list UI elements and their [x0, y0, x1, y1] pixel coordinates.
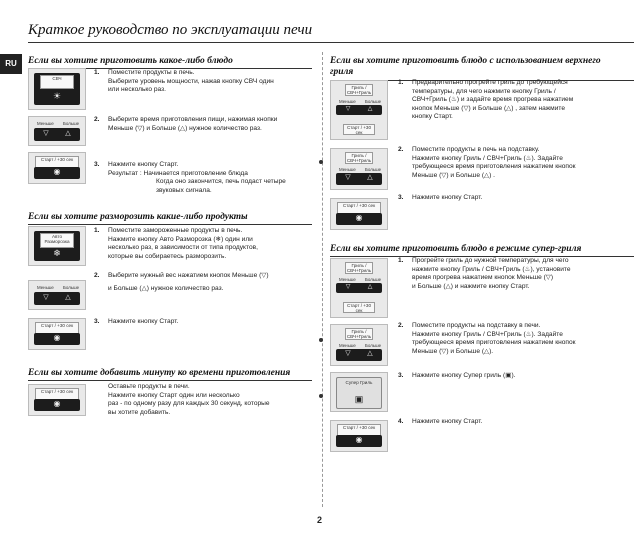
step-line: Поместите продукты в печь. [108, 69, 195, 76]
microwave-icon: ☀ [52, 91, 62, 101]
control-panel-grill-preheat [330, 80, 388, 140]
title-rule [28, 42, 634, 43]
step-line: Нажмите кнопку Старт. [108, 161, 179, 168]
page-title: Краткое руководство по эксплуатации печи [28, 22, 313, 38]
section-title-line: гриля [330, 67, 354, 77]
less-more-buttons[interactable] [34, 128, 80, 141]
less-icon: ▽ [43, 294, 49, 301]
start-icon: ◉ [355, 435, 363, 444]
step-number: 3. [398, 194, 404, 201]
section-title-super-grill: Если вы хотите приготовить блюдо в режиме супер-гриля [330, 244, 582, 254]
grill-label: Гриль / СВЧ+Гриль [346, 263, 372, 273]
page-number: 2 [317, 515, 323, 525]
step-line: нажмите кнопку Гриль / СВЧ+Гриль (♨), установите [412, 265, 571, 273]
step-line: СВЧ+Гриль (♨) и задайте время прогрева нажатием [412, 96, 574, 104]
step-line: Предварительно прогрейте гриль до требующейся [412, 79, 568, 86]
step-line: несколько раз, в зависимости от типа продуктов, [108, 244, 258, 252]
button-label: Авто Разморозка [40, 233, 74, 248]
less-label: Меньше [339, 343, 356, 348]
control-panel-grill-preheat [330, 258, 388, 318]
step-line: Меньше (▽) и Больше (△) . [412, 171, 495, 179]
start-button[interactable] [336, 435, 382, 447]
step-line: или несколько раз. [108, 86, 166, 94]
step-line: Когда оно закончится, печь подаст четыре [156, 178, 286, 186]
section-title-defrost: Если вы хотите разморозить какие-либо продукты [28, 212, 248, 222]
step-line: требующееся время приготовления нажатием кнопок [412, 339, 576, 347]
step-line: Выберите уровень мощности, нажав кнопку СВЧ один [108, 77, 274, 85]
step-number: 1. [398, 257, 404, 264]
step-number: 3. [94, 318, 100, 325]
super-grill-button[interactable] [336, 377, 382, 409]
step-line: кнопок Меньше (▽) и Больше (△) , затем нажмите [412, 104, 566, 112]
step-text [412, 257, 571, 291]
control-panel-start [28, 152, 86, 184]
step-line: Нажмите кнопку Гриль / СВЧ+Гриль (♨). Задайте [412, 154, 563, 162]
step-number: 3. [94, 161, 100, 168]
start-label: Старт / +30 сек [35, 388, 79, 402]
step-line: требующееся время приготовления нажатием кнопок [412, 163, 576, 171]
step-line: Нажмите кнопку Старт. [412, 194, 483, 201]
step-line: Нажмите кнопку Гриль / СВЧ+Гриль (♨). Задайте [412, 330, 563, 338]
less-more-buttons[interactable] [336, 105, 382, 115]
bullet-dot [319, 160, 323, 164]
more-label: Больше [63, 121, 80, 126]
start-icon: ◉ [355, 213, 363, 222]
step-text [108, 383, 270, 417]
step-number: 1. [94, 227, 100, 234]
snowflake-icon: ❄ [53, 248, 61, 258]
less-icon: ▽ [345, 106, 351, 112]
step-line: звуковых сигнала. [156, 186, 212, 194]
step-line: Выберите нужный вес нажатием кнопок Меньше (▽) [108, 272, 269, 279]
less-label: Меньше [339, 277, 356, 282]
step-text [108, 69, 274, 95]
step-line: Нажмите кнопку Старт один или несколько [108, 391, 240, 399]
less-icon: ▽ [43, 130, 49, 137]
more-icon: △ [65, 294, 71, 301]
step-line: раз - по одному разу для каждых 30 секунд, которые [108, 400, 270, 408]
step-line: Меньше (▽) и Больше (△). [412, 347, 494, 355]
step-number: 2. [94, 272, 100, 279]
control-panel-microwave [28, 68, 86, 110]
section-title-add-minute: Если вы хотите добавить минуту ко времени приготовления [28, 368, 291, 378]
control-panel-defrost [28, 226, 86, 266]
less-label: Меньше [339, 167, 356, 172]
microwave-button[interactable] [34, 73, 80, 105]
less-more-buttons[interactable] [336, 349, 382, 361]
step-line: Выберите время приготовления пищи, нажимая кнопки [108, 116, 278, 123]
more-icon: △ [65, 130, 71, 137]
step-number: 1. [398, 79, 404, 86]
step-line: Оставьте продукты в печи. [108, 383, 190, 390]
button-label: Супер Гриль [345, 380, 373, 385]
control-panel-start [330, 198, 388, 230]
less-label: Меньше [339, 99, 356, 104]
button-label: СВЧ [40, 75, 74, 89]
less-label: Меньше [37, 285, 54, 290]
section-rule [28, 224, 312, 225]
control-panel-start [28, 318, 86, 350]
control-panel-start [330, 420, 388, 452]
step-text [108, 318, 178, 327]
less-icon: ▽ [345, 174, 351, 181]
step-line: Нажмите кнопку Старт. [108, 318, 179, 325]
more-label: Больше [365, 343, 382, 348]
step-text [412, 322, 576, 356]
less-label: Меньше [37, 121, 54, 126]
start-icon: ◉ [53, 167, 61, 176]
step-line: Нажмите кнопку Супер гриль (▣). [412, 372, 516, 379]
start-button[interactable] [34, 333, 80, 345]
step-line: Поместите продукты на подставку в печи. [412, 322, 541, 329]
more-label: Больше [365, 277, 382, 282]
step-number: 3. [398, 372, 404, 379]
section-title-cook: Если вы хотите приготовить какое-либо блюдо [28, 56, 233, 66]
step-text [108, 272, 269, 293]
more-label: Больше [63, 285, 80, 290]
grill-label: Гриль / СВЧ+Гриль [346, 329, 372, 339]
section-title-top-grill [330, 56, 601, 78]
more-label: Больше [365, 99, 382, 104]
start-label: Старт / +30 сек [343, 302, 375, 313]
step-line: температуры, для чего нажмите кнопку Гриль / [412, 87, 556, 95]
step-text [412, 372, 515, 381]
start-icon: ◉ [53, 333, 61, 342]
step-line: вы хотите добавить. [108, 408, 171, 416]
step-text [412, 418, 482, 427]
step-line: Результат : Начинается приготовление блюда [108, 169, 248, 177]
start-label: Старт / +30 сек [337, 424, 381, 438]
auto-defrost-button[interactable] [34, 231, 80, 261]
control-panel-super-grill [330, 372, 388, 412]
less-icon: ▽ [345, 284, 351, 290]
step-number: 2. [398, 322, 404, 329]
step-line: кнопку Старт. [412, 113, 453, 121]
step-number: 2. [94, 116, 100, 123]
start-label: Старт / +30 сек [35, 322, 79, 336]
step-line: которые вы собираетесь разморозить. [108, 252, 227, 260]
bullet-dot [319, 338, 323, 342]
step-line: Нажмите кнопку Старт. [412, 418, 483, 425]
control-panel-less-more [28, 280, 86, 310]
step-line: время прогрева нажатием кнопок Меньше (▽) [412, 274, 554, 282]
start-button[interactable] [34, 399, 80, 411]
step-text [108, 227, 258, 261]
control-panel-start [28, 384, 86, 416]
start-button[interactable] [34, 167, 80, 179]
grill-label: Гриль / СВЧ+Гриль [346, 153, 372, 163]
control-panel-grill [330, 324, 388, 366]
step-line: Поместите замороженные продукты в печь. [108, 227, 243, 234]
step-number: 2. [398, 146, 404, 153]
step-number: 4. [398, 418, 404, 425]
step-line: Меньше (▽) и Больше (△) нужное количество раз. [108, 124, 262, 132]
more-icon: △ [367, 174, 373, 181]
grill-label: Гриль / СВЧ+Гриль [346, 85, 372, 95]
step-line: и Больше (△) и нажмите кнопку Старт. [412, 282, 530, 290]
step-text [412, 194, 482, 203]
less-icon: ▽ [345, 350, 351, 357]
start-label: Старт / +30 сек [35, 156, 79, 170]
control-panel-grill [330, 148, 388, 190]
step-text [412, 146, 576, 180]
step-line: Нажмите кнопку Авто Разморозка (❄) один или [108, 235, 253, 243]
step-line: Поместите продукты в печь на подставку. [412, 146, 540, 153]
start-label: Старт / +30 сек [343, 124, 375, 135]
step-text [108, 116, 277, 133]
section-rule [28, 380, 312, 381]
more-icon: △ [367, 284, 373, 290]
step-text [412, 79, 573, 122]
start-icon: ◉ [53, 399, 61, 408]
more-icon: △ [367, 350, 373, 357]
start-label: Старт / +30 сек [337, 202, 381, 216]
start-button[interactable] [336, 213, 382, 225]
less-more-buttons[interactable] [336, 283, 382, 293]
step-line: Прогрейте гриль до нужной температуры, для чего [412, 257, 569, 264]
less-more-buttons[interactable] [34, 292, 80, 305]
column-divider [322, 52, 323, 507]
more-icon: △ [367, 106, 373, 112]
step-text [108, 161, 286, 195]
more-label: Больше [365, 167, 382, 172]
bullet-dot [319, 394, 323, 398]
language-tab: RU [0, 54, 22, 74]
section-title-line: Если вы хотите приготовить блюдо с использованием верхнего [330, 56, 601, 66]
super-grill-icon: ▣ [354, 394, 364, 404]
control-panel-less-more [28, 116, 86, 146]
step-number: 1. [94, 69, 100, 76]
less-more-buttons[interactable] [336, 173, 382, 185]
step-line: и Больше (△) нужное количество раз. [108, 284, 224, 292]
